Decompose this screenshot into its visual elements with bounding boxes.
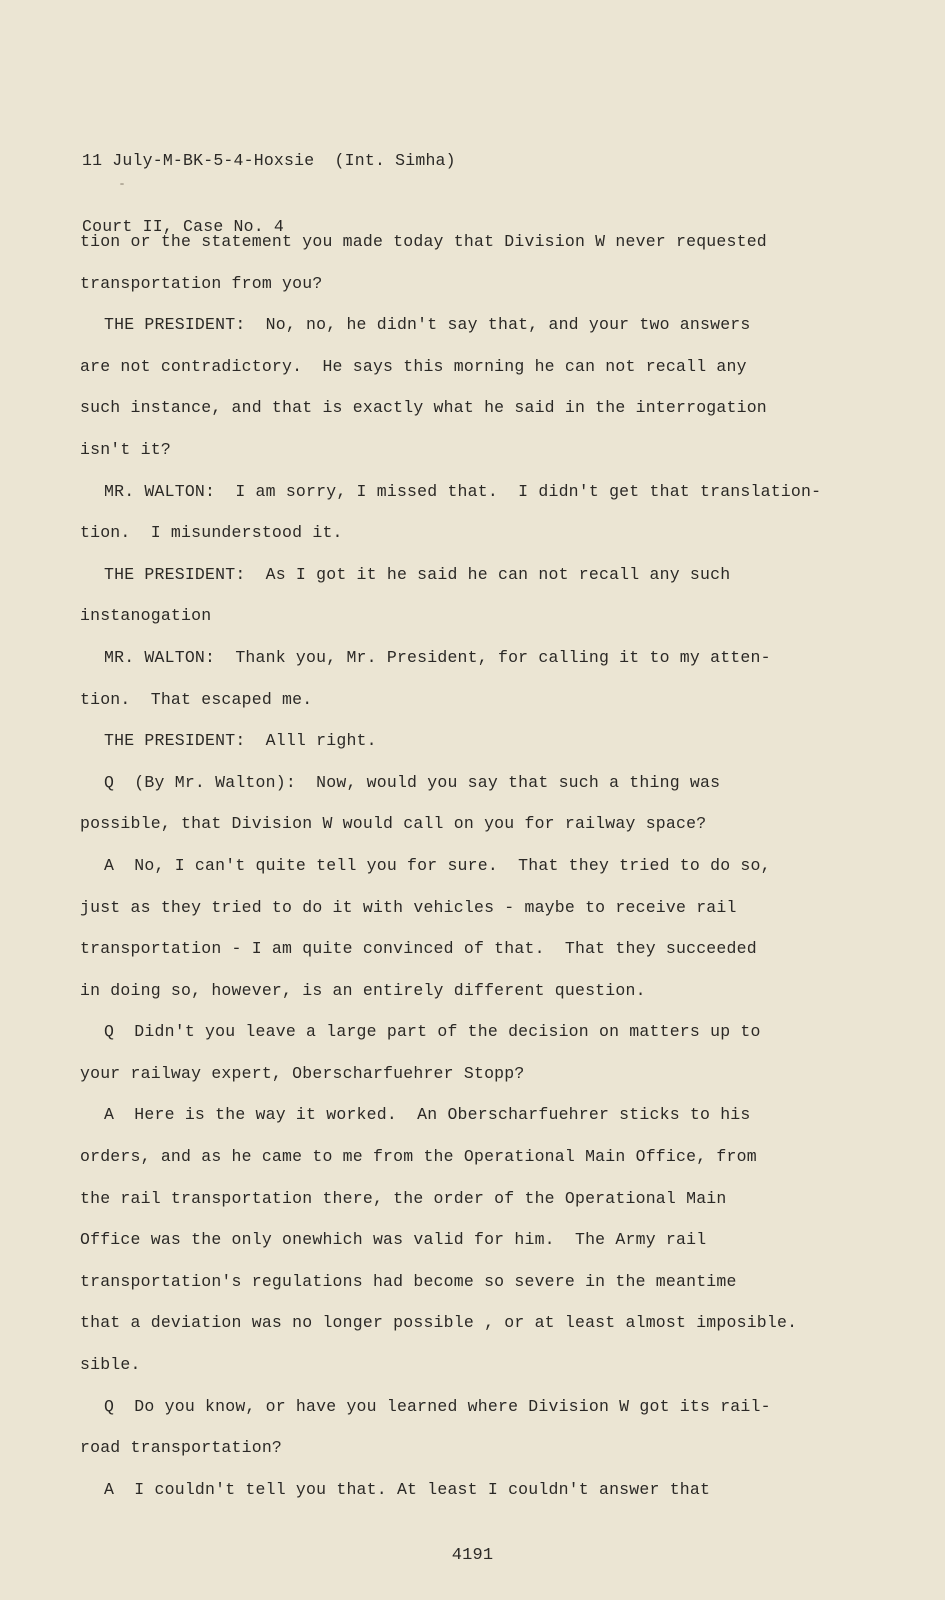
transcript-line: road transportation?	[80, 1438, 283, 1458]
header-line-2: Court II, Case No. 4	[82, 217, 285, 236]
header-line-1: 11 July-M-BK-5-4-Hoxsie (Int. Simha)	[82, 151, 456, 170]
transcript-line: THE PRESIDENT: No, no, he didn't say that, and your two answers	[104, 315, 751, 335]
ink-smudge	[120, 183, 124, 185]
transcript-line: tion. I misunderstood it.	[80, 523, 343, 543]
transcript-line: tion or the statement you made today that Division W never requested	[80, 232, 767, 251]
transcript-line: in doing so, however, is an entirely different question.	[80, 980, 646, 1000]
transcript-line: MR. WALTON: I am sorry, I missed that. I didn't get that translation-	[104, 481, 822, 501]
page-number: 4191	[451, 1546, 494, 1565]
transcript-line: A I couldn't tell you that. At least I couldn't answer that	[104, 1479, 711, 1499]
transcript-line: MR. WALTON: Thank you, Mr. President, for calling it to my atten-	[104, 647, 771, 667]
transcript-line: transportation from you?	[80, 273, 323, 293]
transcript-line: orders, and as he came to me from the Operational Main Office, from	[80, 1147, 757, 1167]
transcript-line: THE PRESIDENT: As I got it he said he can not recall any such	[104, 564, 731, 584]
transcript-line: Office was the only onewhich was valid for him. The Army rail	[80, 1230, 707, 1250]
transcript-line: that a deviation was no longer possible , or at least almost imposible.	[80, 1313, 798, 1333]
transcript-body	[80, 230, 840, 1519]
transcript-line: are not contradictory. He says this morning he can not recall any	[80, 356, 747, 376]
transcript-line: your railway expert, Oberscharfuehrer Stopp?	[80, 1063, 525, 1083]
transcript-line: sible.	[80, 1355, 141, 1375]
transcript-line: isn't it?	[80, 439, 171, 459]
transcript-line: A No, I can't quite tell you for sure. That they tried to do so,	[104, 855, 771, 875]
transcript-line: just as they tried to do it with vehicles - maybe to receive rail	[80, 897, 737, 917]
transcript-line: instanogation	[80, 606, 212, 626]
transcript-line: A Here is the way it worked. An Oberscharfuehrer sticks to his	[104, 1105, 751, 1125]
transcript-line: tion. That escaped me.	[80, 689, 313, 709]
transcript-line: Q (By Mr. Walton): Now, would you say that such a thing was	[104, 772, 721, 792]
transcript-line: transportation - I am quite convinced of that. That they succeeded	[80, 939, 757, 959]
transcript-line: Q Do you know, or have you learned where Division W got its rail-	[104, 1396, 771, 1416]
transcript-line: possible, that Division W would call on you for railway space?	[80, 814, 707, 834]
transcript-line: the rail transportation there, the order of the Operational Main	[80, 1188, 727, 1208]
transcript-line: Q Didn't you leave a large part of the decision on matters up to	[104, 1022, 761, 1042]
transcript-line: such instance, and that is exactly what he said in the interrogation	[80, 398, 767, 418]
transcript-line: THE PRESIDENT: Alll right.	[104, 731, 377, 751]
transcript-line: transportation's regulations had become so severe in the meantime	[80, 1271, 737, 1291]
